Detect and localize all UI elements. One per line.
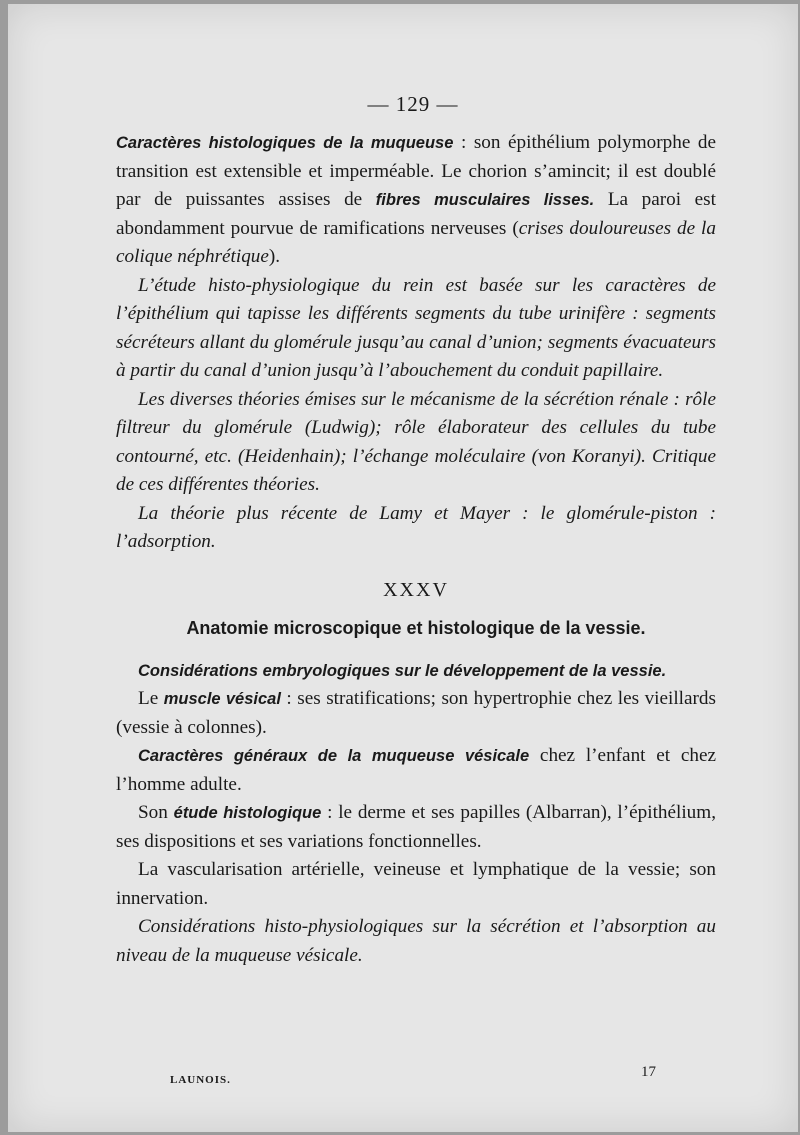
emphasis: étude histologique bbox=[173, 804, 322, 822]
paragraph-heading: Considérations embryologiques sur le développement de la vessie. bbox=[138, 661, 667, 680]
paragraph: Considérations histo-physiologiques sur la sécrétion et l’absorption au niveau de la muqueuse vésicale. bbox=[116, 916, 716, 966]
paragraph bbox=[116, 685, 716, 742]
paragraph: La théorie plus récente de Lamy et Mayer : le glomérule-piston : l’adsorption. bbox=[116, 502, 716, 552]
text-run: chez l’enfant et chez l’homme adulte. bbox=[116, 745, 717, 795]
page-number: — 129 — bbox=[367, 92, 459, 116]
text-run: : ses stratifications; son hypertrophie chez les vieillards (vessie à colonnes). bbox=[116, 688, 716, 738]
footer-signature-mark: 17 bbox=[641, 1064, 656, 1080]
body-text bbox=[116, 129, 716, 970]
paragraph bbox=[116, 657, 716, 686]
paragraph: L’étude histo-physiologique du rein est basée sur les caractères de l’épithélium qui tapisse les différents segments du tube urinifère : segments sécréteurs allant du glomérule jusqu’au canal d’union; segments évacuateurs à partir du canal d’union jusqu’à l’abouchement du conduit papillaire. bbox=[116, 274, 716, 381]
text-run: ). bbox=[268, 246, 281, 267]
paragraph bbox=[116, 129, 716, 272]
paragraph-heading: Caractères histologiques de la muqueuse bbox=[116, 134, 454, 152]
document-page bbox=[8, 4, 798, 1132]
emphasis: fibres musculaires lisses. bbox=[375, 191, 595, 209]
text-run: : le derme et ses papilles (Albarran), l’épithélium, ses dispositions et ses variations fonctionnelles. bbox=[116, 802, 716, 852]
text-run: Le bbox=[138, 688, 164, 709]
chapter-number: XXXV bbox=[383, 578, 449, 601]
paragraph: Les diverses théories émises sur le mécanisme de la sécrétion rénale : rôle filtreur du glomérule (Ludwig); rôle élaborateur des cellules du tube contourné, etc. (Heidenhain); l’échange moléculaire (von Koranyi). Critique de ces différentes théories. bbox=[116, 388, 716, 495]
emphasis: muscle vésical bbox=[163, 690, 281, 708]
text-run: Son bbox=[138, 802, 174, 823]
paragraph: La vascularisation artérielle, veineuse et lymphatique de la vessie; son innervation. bbox=[116, 859, 716, 909]
paragraph bbox=[116, 742, 716, 799]
text-run: La paroi est abondamment pourvue de ramifications nerveuses ( bbox=[116, 189, 716, 239]
chapter-title: Anatomie microscopique et histologique de la vessie. bbox=[186, 618, 646, 638]
paragraph-heading: Caractères généraux de la muqueuse vésicale bbox=[138, 747, 530, 765]
emphasis: crises douloureuses de la colique néphrétique bbox=[116, 217, 716, 267]
paragraph bbox=[116, 799, 716, 856]
footer-author: LAUNOIS. bbox=[170, 1074, 231, 1086]
text-run: : son épithélium polymorphe de transition est extensible et imperméable. Le chorion s’amincit; il est doublé par de puissantes assises de bbox=[116, 132, 716, 210]
